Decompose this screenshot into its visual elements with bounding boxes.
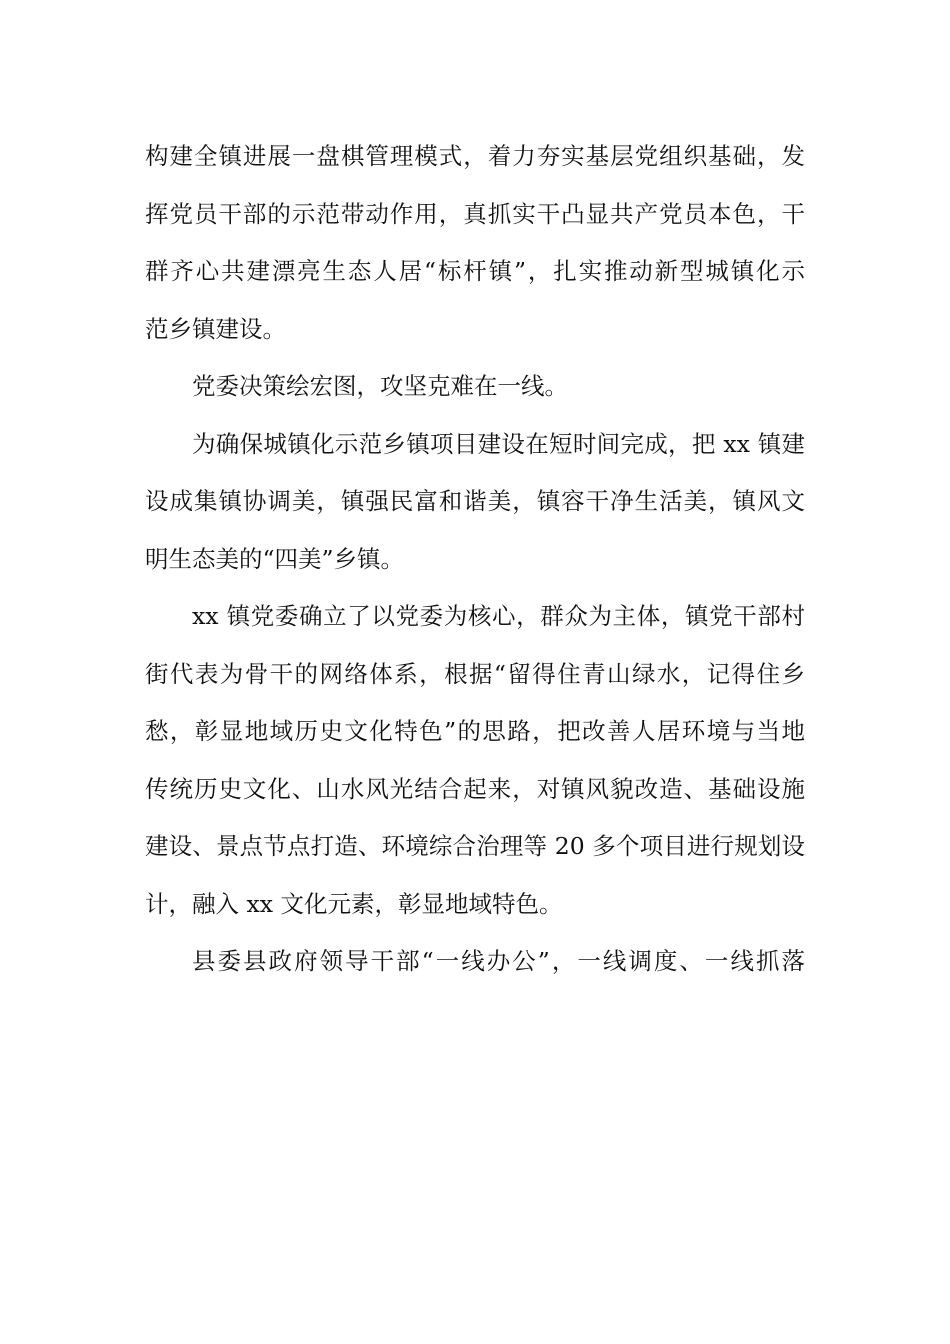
document-body [145, 128, 805, 991]
text-line: 县委县政府领导干部“一线办公”，一线调度、一线抓落 [192, 947, 805, 975]
text-line: 挥党员干部的示范带动作用，真抓实干凸显共产党员本色，干 [145, 199, 805, 228]
text-line: 构建全镇进展一盘棋管理模式，着力夯实基层党组织基础，发 [145, 142, 805, 170]
text-line: 愁，彰显地域历史文化特色”的思路，把改善人居环境与当地 [145, 717, 805, 745]
text-line: 群齐心共建漂亮生态人居“标杆镇”，扎实推动新型城镇化示 [145, 257, 805, 285]
text-line: 设成集镇协调美，镇强民富和谐美，镇容干净生活美，镇风文 [145, 487, 805, 515]
paragraph-heading: 党委决策绘宏图，攻坚克难在一线。 [192, 372, 568, 400]
text-line: 计，融入 xx 文化元素，彰显地域特色。 [145, 889, 563, 918]
text-line: 建设、景点节点打造、环境综合治理等 20 多个项目进行规划设 [145, 832, 805, 860]
text-line: 为确保城镇化示范乡镇项目建设在短时间完成，把 xx 镇建 [192, 429, 805, 458]
text-line: 传统历史文化、山水风光结合起来，对镇风貌改造、基础设施 [145, 774, 805, 803]
text-line: 明生态美的“四美”乡镇。 [145, 544, 405, 573]
text-line: xx 镇党委确立了以党委为核心，群众为主体，镇党干部村 [192, 602, 805, 630]
text-line: 街代表为骨干的网络体系，根据“留得住青山绿水，记得住乡 [145, 659, 805, 688]
text-line: 范乡镇建设。 [145, 314, 286, 343]
